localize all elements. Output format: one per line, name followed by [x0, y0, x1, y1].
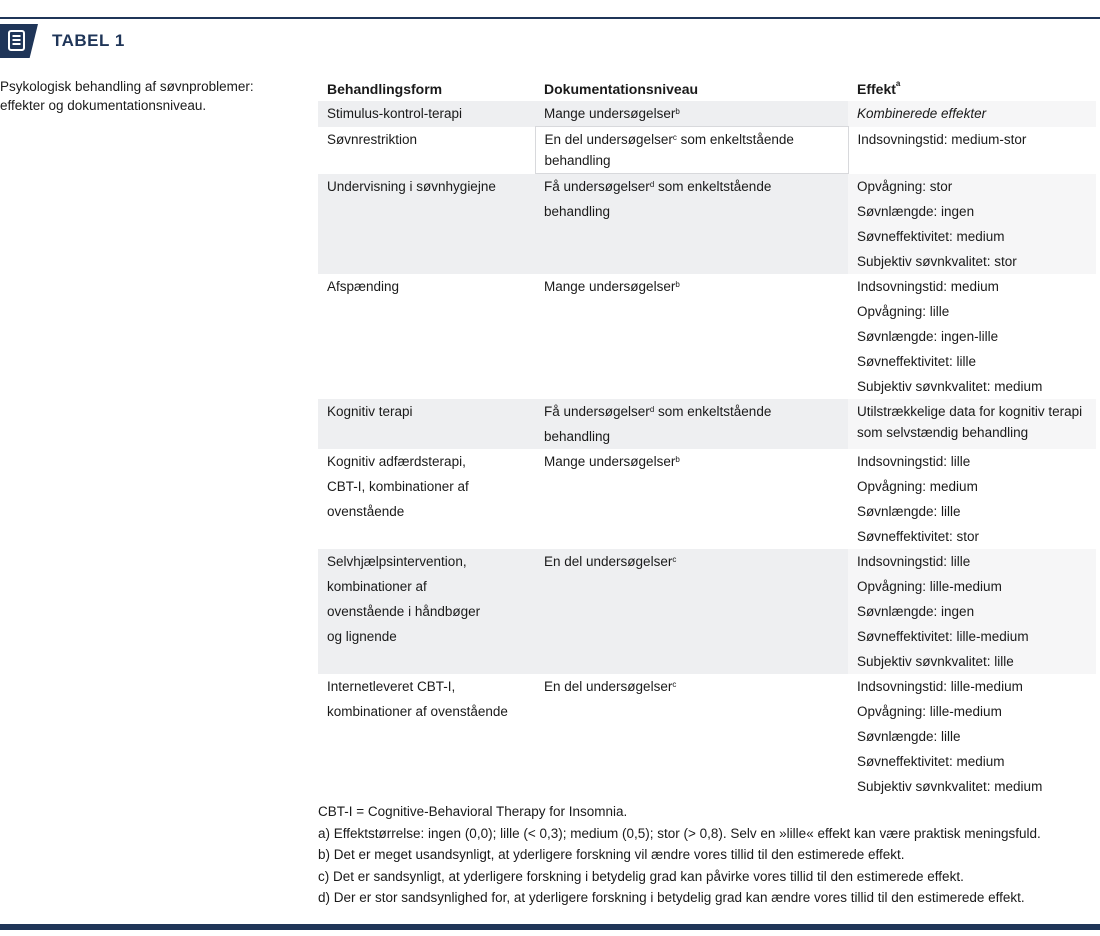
cell-documentation-level	[535, 549, 848, 674]
cell-treatment-form	[318, 127, 535, 174]
documentation-label: Mange undersøgelser	[544, 278, 676, 294]
effect-line: Søvneffektivitet: lille-medium	[857, 628, 1029, 644]
effect-line: Søvnlængde: ingen-lille	[857, 328, 999, 344]
cell-effect	[848, 399, 1096, 449]
documentation-label: En del undersøgelser	[544, 553, 673, 569]
documentation-label: En del undersøgelser	[544, 678, 673, 694]
documentation-text	[544, 399, 839, 449]
cell-documentation-level	[535, 101, 848, 127]
table-title: TABEL 1	[52, 31, 125, 50]
documentation-text	[544, 101, 839, 126]
cell-documentation-level	[535, 174, 848, 274]
treatment-form-line: og lignende	[327, 628, 397, 644]
effect-line: Opvågning: lille	[857, 303, 950, 319]
cell-treatment-form	[318, 549, 535, 674]
treatment-form-line: Afspænding	[327, 278, 400, 294]
cell-effect	[848, 549, 1096, 674]
documentation-suffix: som enkeltstående behandling	[544, 132, 794, 168]
footnote-b: b) Det er meget usandsynligt, at yderligere forskning vil ændre vores tillid til den estimerede effekt.	[318, 847, 905, 862]
column-header-form: Behandlingsform	[327, 81, 443, 97]
footnote-marker: d	[649, 404, 655, 414]
effect-line: Opvågning: lille-medium	[857, 703, 1002, 719]
table-row	[318, 449, 1096, 549]
footnote-marker: c	[672, 133, 677, 142]
treatment-form-line: Søvnrestriktion	[327, 131, 418, 147]
cell-documentation-level	[535, 274, 848, 399]
cell-documentation-level	[535, 674, 848, 799]
table-row	[318, 101, 1096, 127]
documentation-suffix: som enkeltstående behandling	[544, 179, 772, 219]
effect-line: Indsovningstid: lille	[857, 453, 971, 469]
table-row	[318, 399, 1096, 449]
cell-effect	[848, 174, 1096, 274]
cell-treatment-form	[318, 399, 535, 449]
document-list-icon	[7, 30, 27, 52]
top-rule	[0, 17, 1100, 19]
cell-treatment-form	[318, 274, 535, 399]
treatment-table	[318, 76, 1096, 799]
effect-line: Søvnlængde: ingen	[857, 603, 975, 619]
documentation-suffix: som enkeltstående behandling	[544, 403, 772, 444]
footnote-abbreviation: CBT-I = Cognitive-Behavioral Therapy for Insomnia.	[318, 804, 628, 819]
footnote-a: a) Effektstørrelse: ingen (0,0); lille (< 0,3); medium (0,5); stor (> 0,8). Selv en »lille« effekt kan være praktisk meningsfuld.	[318, 825, 1041, 841]
treatment-form-line: Kognitiv adfærdsterapi,	[327, 453, 466, 469]
effect-line: Indsovningstid: lille-medium	[857, 678, 1023, 694]
footnote-marker: b	[675, 279, 680, 289]
column-header-documentation: Dokumentationsniveau	[544, 81, 699, 97]
treatment-form-line: CBT-I, kombinationer af	[327, 478, 469, 494]
effect-line: Søvnlængde: lille	[857, 503, 961, 519]
footnote-marker: b	[675, 107, 680, 116]
cell-documentation-level	[535, 399, 848, 449]
column-header-effect-label: Effekt	[857, 81, 896, 97]
documentation-text	[544, 174, 839, 224]
effect-line: Søvneffektivitet: lille	[857, 353, 977, 369]
effect-line: Søvneffektivitet: medium	[857, 228, 1005, 244]
documentation-label: En del undersøgelser	[544, 132, 673, 147]
treatment-form-line: ovenstående i håndbøger	[327, 603, 481, 619]
effect-line: Søvnlængde: ingen	[857, 203, 975, 219]
footnote-c: c) Det er sandsynligt, at yderligere forskning i betydelig grad kan påvirke vores tillid til den estimerede effekt.	[318, 868, 964, 884]
table-row	[318, 674, 1096, 799]
table-header-row	[318, 76, 1096, 101]
table-container	[318, 76, 1096, 799]
effect-line: Opvågning: stor	[857, 178, 953, 194]
cell-documentation-level	[535, 449, 848, 549]
cell-documentation-level	[535, 127, 848, 174]
effect-line: Opvågning: medium	[857, 478, 978, 494]
footnote-marker: a	[895, 79, 901, 88]
treatment-form-line: Selvhjælpsintervention,	[327, 553, 467, 569]
treatment-form-line: Stimulus-kontrol-terapi	[327, 106, 463, 121]
table-badge	[0, 24, 38, 58]
table-row	[318, 549, 1096, 674]
treatment-form-line: kombinationer af	[327, 578, 427, 594]
footnote-marker: d	[649, 180, 655, 189]
table-header	[0, 24, 400, 58]
effect-line: Subjektiv søvnkvalitet: lille	[857, 653, 1014, 669]
treatment-form-line: Undervisning i søvnhygiejne	[327, 178, 496, 194]
effect-line: Opvågning: lille-medium	[857, 578, 1002, 594]
effect-line: Søvnlængde: lille	[857, 728, 961, 744]
effect-line: Indsovningstid: medium	[857, 278, 999, 294]
footnote-marker: c	[672, 554, 677, 564]
footnote-marker: c	[672, 679, 677, 689]
footnote-marker: b	[675, 454, 680, 464]
documentation-label: Få undersøgelser	[544, 179, 650, 194]
documentation-text	[544, 674, 839, 699]
treatment-form-line: Internetleveret CBT-I,	[327, 678, 456, 694]
effect-line: Indsovningstid: lille	[857, 553, 971, 569]
effect-line: Søvneffektivitet: medium	[857, 753, 1005, 769]
cell-effect	[848, 274, 1096, 399]
documentation-label: Få undersøgelser	[544, 403, 650, 419]
documentation-label: Mange undersøgelser	[544, 453, 676, 469]
effect-line: Subjektiv søvnkvalitet: medium	[857, 378, 1043, 394]
documentation-text	[545, 129, 839, 171]
table-body	[318, 101, 1096, 799]
cell-effect	[848, 127, 1096, 174]
cell-treatment-form	[318, 101, 535, 127]
documentation-text	[544, 549, 839, 574]
table-caption: Psykologisk behandling af søvnproblemer: effekter og dokumentationsniveau.	[0, 79, 254, 113]
effect-line: Søvneffektivitet: stor	[857, 528, 980, 544]
documentation-label: Mange undersøgelser	[544, 106, 676, 121]
effect-line: Kombinerede effekter	[857, 106, 987, 121]
cell-effect	[848, 449, 1096, 549]
cell-treatment-form	[318, 449, 535, 549]
footnotes	[318, 801, 1098, 909]
effect-line: Utilstrækkelige data for kognitiv terapi	[857, 403, 1083, 419]
effect-line: som selvstændig behandling	[857, 424, 1029, 440]
treatment-form-line: ovenstående	[327, 503, 405, 519]
documentation-text	[544, 274, 839, 299]
table-row	[318, 274, 1096, 399]
cell-treatment-form	[318, 174, 535, 274]
cell-treatment-form	[318, 674, 535, 799]
table-row	[318, 174, 1096, 274]
cell-effect	[848, 101, 1096, 127]
effect-line: Subjektiv søvnkvalitet: medium	[857, 778, 1043, 794]
treatment-form-line: kombinationer af ovenstående	[327, 703, 508, 719]
bottom-rule	[0, 924, 1100, 930]
column-header-effect	[848, 76, 1096, 101]
effect-line: Subjektiv søvnkvalitet: stor	[857, 253, 1017, 269]
documentation-text	[544, 449, 839, 474]
cell-effect	[848, 674, 1096, 799]
treatment-form-line: Kognitiv terapi	[327, 403, 413, 419]
effect-line: Indsovningstid: medium-stor	[857, 131, 1027, 147]
table-row	[318, 127, 1096, 174]
footnote-d: d) Der er stor sandsynlighed for, at yderligere forskning i betydelig grad kan ændre vores tillid til den estimerede effekt.	[318, 890, 1025, 905]
